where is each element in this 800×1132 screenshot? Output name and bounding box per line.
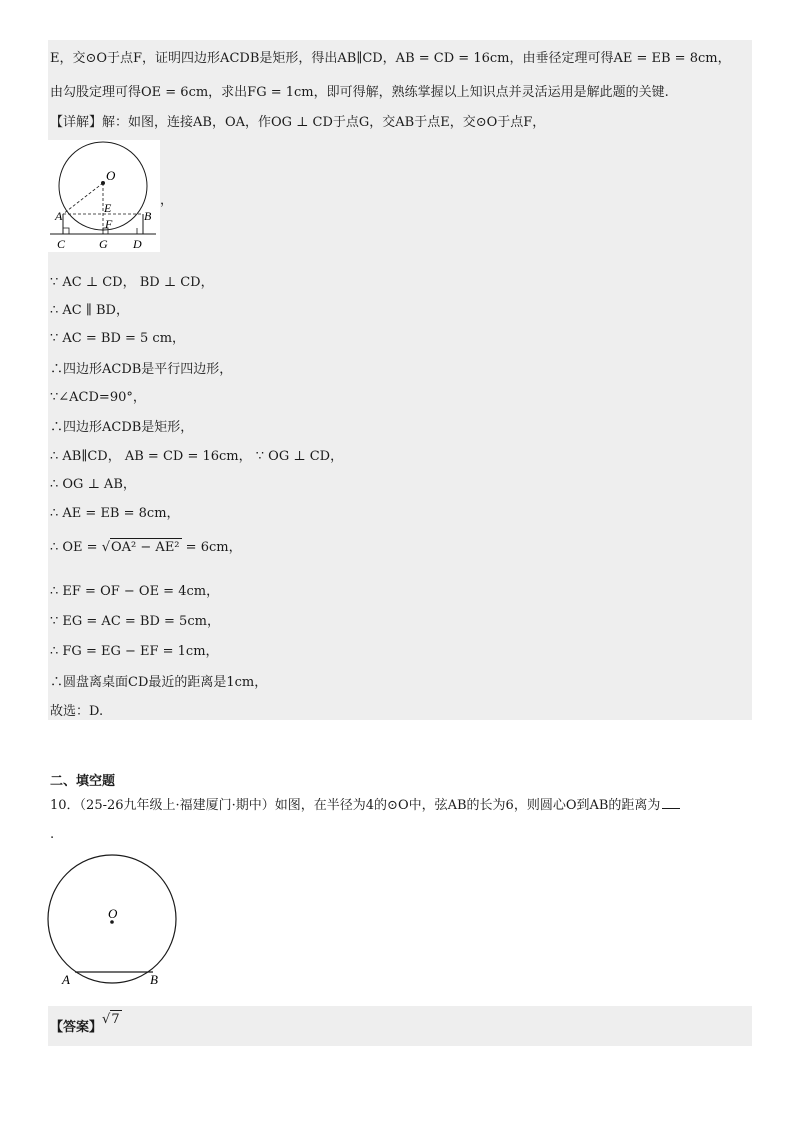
label-F: F xyxy=(105,217,113,231)
label-C: C xyxy=(57,237,66,251)
question-text: （25-26九年级上·福建厦门·期中）如图，在半径为4的⊙O中，弦AB的长为6，则圆心O到AB的距离为 xyxy=(79,798,661,813)
label-A: A xyxy=(55,209,63,223)
label-D: D xyxy=(133,237,142,251)
oe-prefix: ∴ OE = xyxy=(50,540,102,555)
step-8: ∴ OG ⊥ AB， xyxy=(50,477,136,492)
step-7: ∴ AB∥CD， AB = CD = 16cm， ∵ OG ⊥ CD， xyxy=(50,449,344,464)
circle-table-figure xyxy=(48,140,160,252)
question-trailing: . xyxy=(50,827,55,842)
step-10: ∴ EF = OF − OE = 4cm， xyxy=(50,584,220,599)
question-number: 10． xyxy=(50,798,80,813)
oe-radicand: OA² − AE² xyxy=(111,540,180,555)
step-oe xyxy=(50,538,242,557)
label-E: E xyxy=(104,201,112,215)
step-6: ∴四边形ACDB是矩形， xyxy=(50,420,194,435)
label-B2: B xyxy=(150,972,158,987)
solution-line-2: 由勾股定理可得OE = 6cm，求出FG = 1cm，即可得解，熟练掌握以上知识点并灵活运用是解此题的关键. xyxy=(50,85,669,100)
answer-line xyxy=(50,1012,122,1037)
step-3: ∵ AC = BD = 5 cm， xyxy=(50,331,186,346)
step-9: ∴ AE = EB = 8cm， xyxy=(50,506,180,521)
label-A2: A xyxy=(62,972,70,987)
figure-suffix: ， xyxy=(160,193,174,208)
answer-block xyxy=(48,1006,752,1046)
circle-chord-figure xyxy=(44,852,184,992)
label-G: G xyxy=(99,237,108,251)
answer-blank xyxy=(662,796,680,809)
step-12: ∴ FG = EG − EF = 1cm， xyxy=(50,644,219,659)
sqrt-expression: √OA² − AE² xyxy=(101,540,180,555)
step-14: 故选：D. xyxy=(50,704,104,719)
solution-line-1: E，交⊙O于点F，证明四边形ACDB是矩形，得出AB∥CD，AB = CD = 16cm，由垂径定理可得AE = EB = 8cm， xyxy=(50,51,731,66)
section-title: 二、填空题 xyxy=(50,774,116,789)
label-B: B xyxy=(144,209,152,223)
label-O2: O xyxy=(108,906,118,921)
detail-line: 【详解】解：如图，连接AB，OA，作OG ⊥ CD于点G，交AB于点E，交⊙O于点F， xyxy=(50,115,546,130)
oe-suffix: = 6cm， xyxy=(181,540,242,555)
step-2: ∴ AC ∥ BD， xyxy=(50,303,129,318)
step-13: ∴圆盘离桌面CD最近的距离是1cm， xyxy=(50,675,268,690)
answer-value: 7 xyxy=(111,1012,120,1027)
question-10 xyxy=(50,796,680,815)
label-O: O xyxy=(106,168,116,183)
answer-label: 【答案】 xyxy=(50,1020,103,1035)
answer-sqrt: √7 xyxy=(102,1012,120,1027)
step-11: ∵ EG = AC = BD = 5cm， xyxy=(50,614,220,629)
step-5: ∵∠ACD=90°， xyxy=(50,390,146,405)
step-4: ∴四边形ACDB是平行四边形， xyxy=(50,362,233,377)
step-1: ∵ AC ⊥ CD， BD ⊥ CD， xyxy=(50,275,214,290)
